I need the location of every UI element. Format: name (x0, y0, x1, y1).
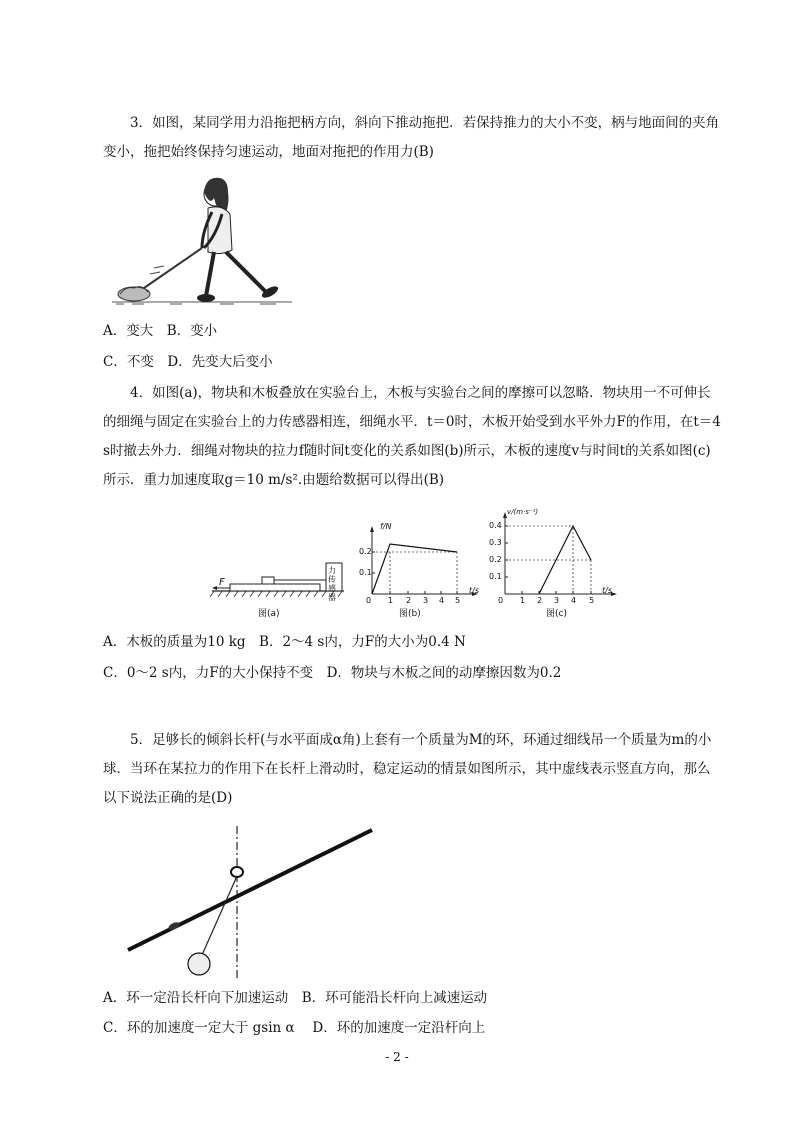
page-number: - 2 - (385, 1050, 409, 1064)
figure-b-xtick-1: 1 (388, 596, 394, 605)
figure-c-xtick-3: 3 (554, 596, 560, 605)
q3-mop-illustration (110, 170, 295, 310)
force-label: F (219, 577, 225, 588)
figure-b-xtick-2: 2 (406, 596, 412, 605)
q4-text: 4．如图(a)，物块和木板叠放在实验台上，木板与实验台之间的摩擦可以忽略．物块用一不可伸长的细绳与固定在实验台上的力传感器相连，细绳水平．t＝0时，木板开始受到水平外力F的作用，在t＝4 s时撤去外力．细绳对物块的拉力f随时间t变化的关系如图(b)所示，木板的速度v与时间t的关系如图(c)所示．重力加速度取g＝10 m/s².由题给数据可以得出(B) (103, 385, 721, 488)
figure-c-ytick-0.1: 0.1 (489, 572, 502, 581)
q5-options-cd: C．环的加速度一定大于 gsin α D．环的加速度一定沿杆向上 (103, 1020, 486, 1036)
figure-b-data-line (372, 544, 457, 594)
q3-text: 3．如图，某同学用力沿拖把柄方向，斜向下推动拖把．若保持推力的大小不变，柄与地面间的夹角变小，拖把始终保持匀速运动，地面对拖把的作用力(B) (103, 115, 720, 160)
figure-b-ytick-0.1: 0.1 (359, 568, 372, 577)
figure-b-xtick-0: 0 (366, 596, 372, 605)
figure-a-caption: 图(a) (258, 609, 280, 619)
table-hatching (210, 591, 342, 597)
figure-b-x-label: t/s (469, 586, 479, 595)
board (230, 584, 320, 591)
figure-b-xtick-4: 4 (439, 596, 445, 605)
pendulum-string (202, 876, 237, 955)
q4-options-cd: C．0～2 s内，力F的大小保持不变 D．物块与木板之间的动摩擦因数为0.2 (103, 665, 562, 681)
inclined-rod (128, 830, 372, 950)
figure-b-xtick-5: 5 (455, 596, 461, 605)
figure-c-y-label: v/(m·s⁻¹) (507, 508, 539, 516)
q5-rod-ring-ball-figure (120, 822, 390, 982)
q4-options-ab: A．木板的质量为10 kg B．2～4 s内，力F的大小为0.4 N (103, 634, 466, 650)
block (262, 577, 274, 584)
ring (231, 867, 243, 877)
figure-b-xtick-3: 3 (423, 596, 429, 605)
figure-c-caption: 图(c) (546, 609, 567, 619)
q5-options-ab: A．环一定沿长杆向下加速运动 B．环可能沿长杆向上减速运动 (103, 990, 488, 1006)
figure-b-caption: 图(b) (399, 609, 421, 619)
figure-c-ytick-0.2: 0.2 (489, 555, 502, 564)
figure-c-xtick-0: 0 (498, 596, 504, 605)
figure-c-xtick-2: 2 (537, 596, 543, 605)
ball (188, 953, 210, 975)
figure-c-xtick-1: 1 (520, 596, 526, 605)
figure-c-xtick-4: 4 (571, 596, 577, 605)
figure-b-y-label: f/N (380, 522, 392, 531)
q3-options-ab: A．变大 B．变小 (103, 323, 218, 339)
figure-c-ytick-0.4: 0.4 (489, 521, 502, 530)
figure-c-ytick-0.3: 0.3 (489, 538, 502, 547)
force-sensor-label: 力传感器 (328, 566, 336, 602)
figure-c-xtick-5: 5 (589, 596, 595, 605)
figure-b-ytick-0.2: 0.2 (359, 547, 372, 556)
q5-text: 5．足够长的倾斜长杆(与水平面成α角)上套有一个质量为M的环，环通过细线吊一个质量为m的小球．当环在某拉力的作用下在长杆上滑动时，稳定运动的情景如图所示，其中虚线表示竖直方向，那么以下说法正确的是(D) (103, 732, 712, 806)
figure-c-x-label: t/s (602, 586, 612, 595)
q3-options-cd: C．不变 D．先变大后变小 (103, 354, 273, 370)
